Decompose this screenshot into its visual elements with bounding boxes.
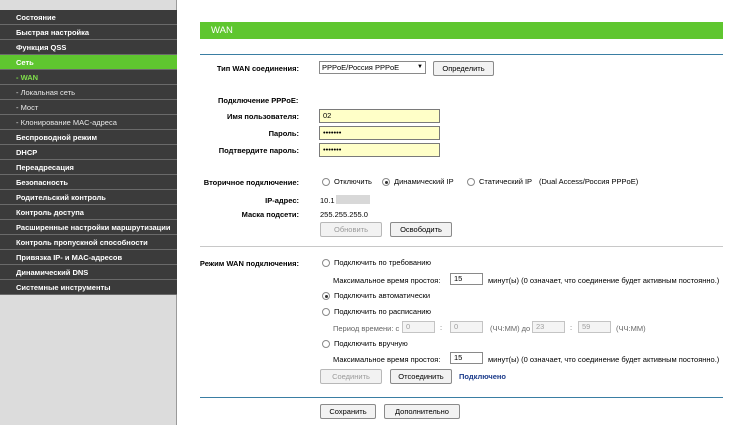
connect-button[interactable]: Соединить [320,369,382,384]
hhmm-to-label: (ЧЧ:ММ) до [490,324,531,333]
scheduled-label: Подключить по расписанию [334,307,432,316]
dual-access-note: (Dual Access/Россия PPPoE) [539,177,639,186]
advanced-button[interactable]: Дополнительно [384,404,460,419]
sidebar-item-wireless[interactable]: Беспроводной режим [0,130,177,145]
on-demand-label: Подключить по требованию [334,258,432,267]
pppoe-section-label: Подключение PPPoE: [218,96,299,105]
secondary-disable-label: Отключить [334,177,372,186]
wan-type-select[interactable] [319,61,426,74]
sidebar-item-lan[interactable]: - Локальная сеть [0,85,177,100]
period-label: Период времени: с [333,324,400,333]
renew-button[interactable]: Обновить [320,222,382,237]
sidebar-item-forwarding[interactable]: Переадресация [0,160,177,175]
hhmm-label: (ЧЧ:ММ) [616,324,646,333]
secondary-connection-label: Вторичное подключение: [203,178,299,187]
sidebar-item-wan[interactable]: - WAN [0,70,177,85]
sidebar-item-network[interactable]: Сеть [0,55,177,70]
sidebar-item-quick-setup[interactable]: Быстрая настройка [0,25,177,40]
connection-status: Подключено [459,372,506,381]
password-field[interactable]: ••••••• [319,126,440,140]
scheduled-radio[interactable] [322,308,330,316]
sidebar [0,0,177,425]
sidebar-item-parental[interactable]: Родительский контроль [0,190,177,205]
idle-time-label: Максимальное время простоя: [333,276,441,285]
subnet-mask-label: Маска подсети: [241,210,299,219]
idle-time-label-2: Максимальное время простоя: [333,355,441,364]
secondary-dynamic-ip-label: Динамический IP [394,177,454,186]
divider [200,246,723,247]
main-panel [178,0,744,425]
ip-address-value: 10.1 [320,196,335,205]
sidebar-menu [0,10,177,295]
to-minute-field[interactable]: 59 [578,321,611,333]
sidebar-item-access-control[interactable]: Контроль доступа [0,205,177,220]
secondary-disable-radio[interactable] [322,178,330,186]
release-button[interactable]: Освободить [390,222,452,237]
wan-type-value: PPPoE/Россия PPPoE [322,63,400,72]
subnet-mask-value: 255.255.255.0 [320,210,368,219]
sidebar-item-status[interactable]: Состояние [0,10,177,25]
chevron-down-icon: ▼ [417,64,423,70]
sidebar-item-ddns[interactable]: Динамический DNS [0,265,177,280]
idle-time-field-2[interactable]: 15 [450,352,483,364]
from-hour-field[interactable]: 0 [402,321,435,333]
idle-time-hint-2: минут(ы) (0 означает, что соединение будет активным постоянно.) [488,355,720,364]
detect-button[interactable]: Определить [433,61,494,76]
secondary-dynamic-ip-radio[interactable] [382,178,390,186]
sidebar-item-system-tools[interactable]: Системные инструменты [0,280,177,295]
password-label: Пароль: [268,129,299,138]
sidebar-item-dhcp[interactable]: DHCP [0,145,177,160]
confirm-password-field[interactable]: ••••••• [319,143,440,157]
time-colon: : [570,323,573,332]
sidebar-item-bandwidth[interactable]: Контроль пропускной способности [0,235,177,250]
divider [200,54,723,55]
divider [200,397,723,398]
ip-address-label: IP-адрес: [265,196,299,205]
sidebar-item-qss[interactable]: Функция QSS [0,40,177,55]
username-field[interactable]: 02 [319,109,440,123]
to-hour-field[interactable]: 23 [532,321,565,333]
disconnect-button[interactable]: Отсоединить [390,369,452,384]
sidebar-item-routing[interactable]: Расширенные настройки маршрутизации [0,220,177,235]
sidebar-item-bridge[interactable]: - Мост [0,100,177,115]
manual-label: Подключить вручную [334,339,408,348]
manual-radio[interactable] [322,340,330,348]
save-button[interactable]: Сохранить [320,404,376,419]
idle-time-hint: минут(ы) (0 означает, что соединение будет активным постоянно.) [488,276,720,285]
sidebar-item-mac-clone[interactable]: - Клонирование MAC-адреса [0,115,177,130]
confirm-password-label: Подтвердите пароль: [218,146,299,155]
secondary-static-ip-radio[interactable] [467,178,475,186]
on-demand-radio[interactable] [322,259,330,267]
time-colon: : [440,323,443,332]
wan-mode-label: Режим WAN подключения: [199,259,299,268]
redacted-ip [336,195,370,204]
from-minute-field[interactable]: 0 [450,321,483,333]
sidebar-item-security[interactable]: Безопасность [0,175,177,190]
auto-connect-radio[interactable] [322,292,330,300]
page-title: WAN [200,22,723,39]
auto-connect-label: Подключить автоматически [334,291,431,300]
username-label: Имя пользователя: [227,112,299,121]
secondary-static-ip-label: Статический IP [479,177,533,186]
sidebar-item-ip-mac-binding[interactable]: Привязка IP- и MAC-адресов [0,250,177,265]
wan-type-label: Тип WAN соединения: [216,64,299,73]
idle-time-field[interactable]: 15 [450,273,483,285]
